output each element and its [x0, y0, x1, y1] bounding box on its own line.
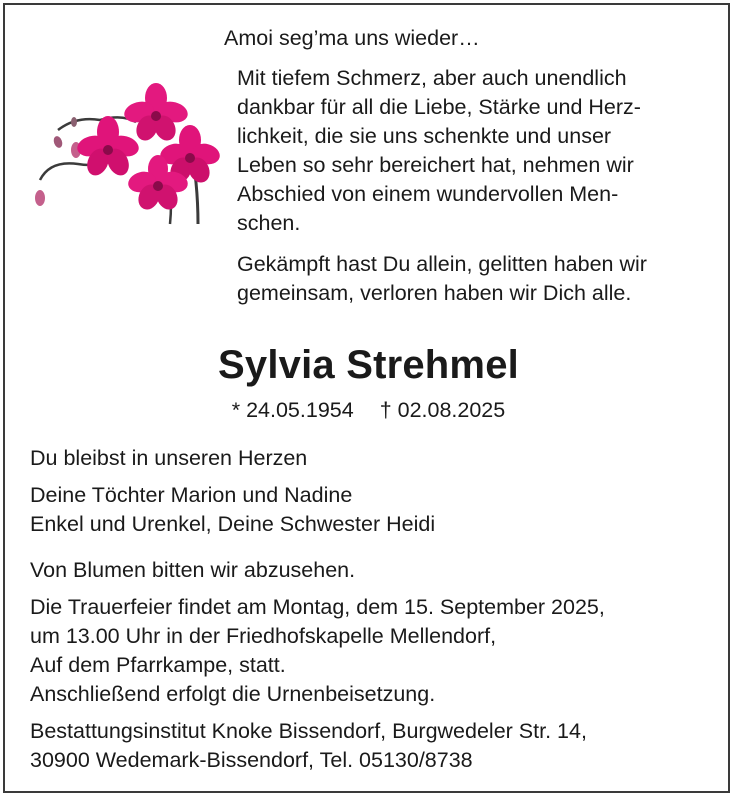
family-line: Enkel und Urenkel, Deine Schwester Heidi	[30, 512, 436, 536]
remembrance-block	[30, 444, 307, 473]
family-line: Deine Töchter Marion und Nadine	[30, 483, 353, 507]
intro-paragraph-2	[237, 250, 707, 308]
life-dates	[0, 396, 737, 425]
intro-line: Abschied von einem wundervollen Men-	[237, 182, 619, 206]
intro-line: dankbar für all die Liebe, Stärke und Herz-	[237, 95, 641, 119]
family-block	[30, 481, 435, 539]
flowers-note-block	[30, 556, 355, 585]
birth-date: * 24.05.1954	[231, 398, 354, 422]
remembrance-line: Du bleibst in unseren Herzen	[30, 446, 308, 470]
intro-line: gemeinsam, verloren haben wir Dich alle.	[237, 281, 632, 305]
opening-line: Amoi seg’ma uns wieder…	[224, 26, 480, 50]
ceremony-block	[30, 593, 605, 709]
deceased-name: Sylvia Strehmel	[218, 343, 519, 387]
ceremony-line: Auf dem Pfarrkampe, statt.	[30, 653, 286, 677]
death-date: † 02.08.2025	[379, 398, 506, 422]
intro-line: lichkeit, die sie uns schenkte und unser	[237, 124, 612, 148]
funeral-home-line: 30900 Wedemark-Bissendorf, Tel. 05130/8738	[30, 748, 473, 772]
orchid-illustration	[30, 82, 220, 232]
intro-line: schen.	[237, 211, 301, 235]
ceremony-line: Anschließend erfolgt die Urnenbeisetzung.	[30, 682, 436, 706]
intro-line: Leben so sehr bereichert hat, nehmen wir	[237, 153, 634, 177]
ceremony-line: Die Trauerfeier findet am Montag, dem 15. September 2025,	[30, 595, 605, 619]
intro-line: Gekämpft hast Du allein, gelitten haben wir	[237, 252, 647, 276]
intro-paragraph-1	[237, 64, 707, 238]
intro-text	[237, 64, 707, 308]
intro-line: Mit tiefem Schmerz, aber auch unendlich	[237, 66, 627, 90]
ceremony-line: um 13.00 Uhr in der Friedhofskapelle Mellendorf,	[30, 624, 497, 648]
funeral-home-block	[30, 717, 587, 775]
flowers-note: Von Blumen bitten wir abzusehen.	[30, 558, 356, 582]
funeral-home-line: Bestattungsinstitut Knoke Bissendorf, Burgwedeler Str. 14,	[30, 719, 587, 743]
